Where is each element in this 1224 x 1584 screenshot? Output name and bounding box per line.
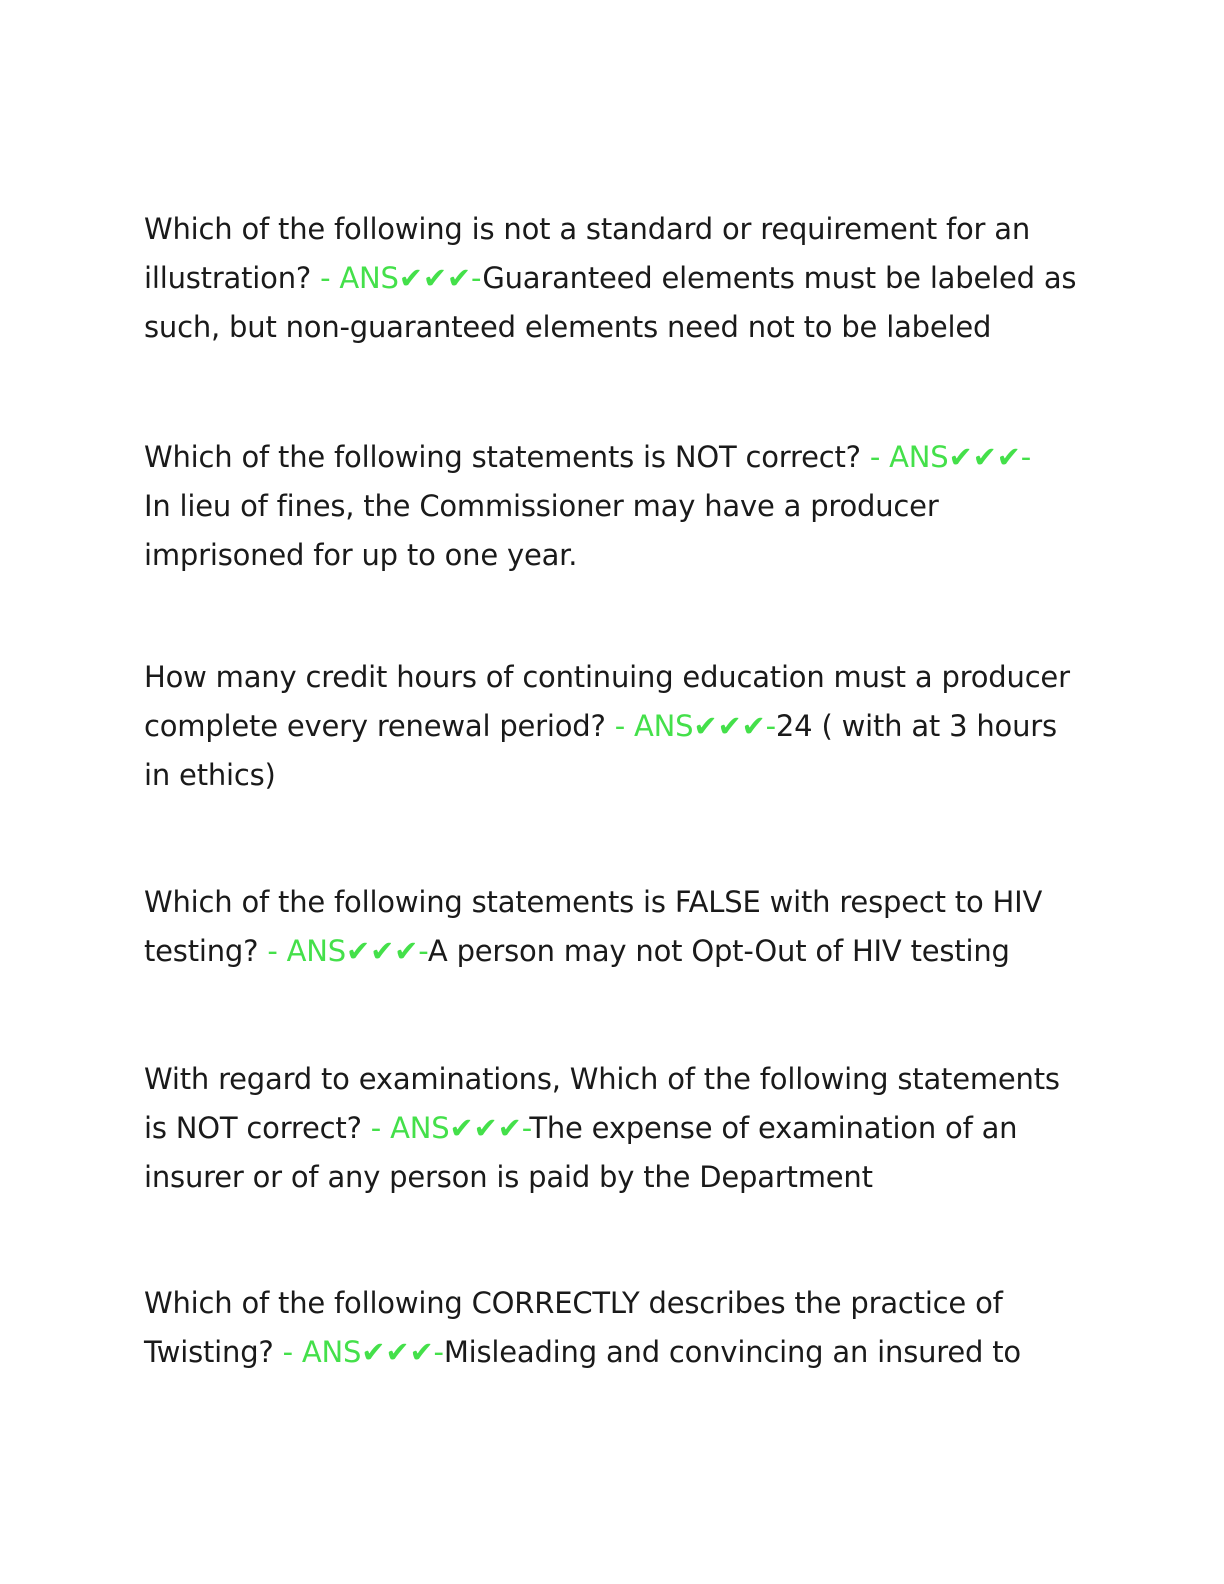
qa-item bbox=[144, 653, 1084, 800]
answer-marker: - ANS✔✔✔- bbox=[258, 934, 428, 968]
qa-item bbox=[144, 1279, 1084, 1377]
answer-text: A person may not Opt-Out of HIV testing bbox=[427, 934, 1010, 968]
question-text: Which of the following statements is NOT correct? bbox=[144, 440, 861, 474]
qa-item bbox=[144, 433, 1084, 580]
question-text: How many credit hours of continuing education must a producer complete every renewal period? bbox=[144, 660, 1070, 743]
answer-marker: - ANS✔✔✔- bbox=[273, 1335, 444, 1369]
qa-item bbox=[144, 205, 1084, 352]
answer-text: Misleading and convincing an insured to bbox=[443, 1335, 1021, 1369]
answer-text: In lieu of fines, the Commissioner may have a producer imprisoned for up to one year. bbox=[144, 489, 939, 572]
answer-text: 24 ( with at 3 hours in ethics) bbox=[144, 709, 1057, 792]
question-text: With regard to examinations, Which of the following statements is NOT correct? bbox=[144, 1062, 1060, 1145]
answer-text: The expense of examination of an insurer or of any person is paid by the Department bbox=[144, 1111, 1018, 1194]
question-text: Which of the following is not a standard or requirement for an illustration? bbox=[144, 212, 1031, 295]
qa-item bbox=[144, 878, 1084, 976]
qa-item bbox=[144, 1055, 1084, 1202]
question-text: Which of the following CORRECTLY describes the practice of Twisting? bbox=[144, 1286, 1003, 1369]
answer-marker: - ANS✔✔✔- bbox=[361, 1111, 530, 1145]
answer-marker: - ANS✔✔✔- bbox=[860, 440, 1032, 474]
answer-marker: - ANS✔✔✔- bbox=[605, 709, 776, 743]
question-text: Which of the following statements is FALSE with respect to HIV testing? bbox=[144, 885, 1043, 968]
answer-text: Guaranteed elements must be labeled as such, but non-guaranteed elements need not to be labeled bbox=[144, 261, 1077, 344]
answer-marker: - ANS✔✔✔- bbox=[311, 261, 483, 295]
